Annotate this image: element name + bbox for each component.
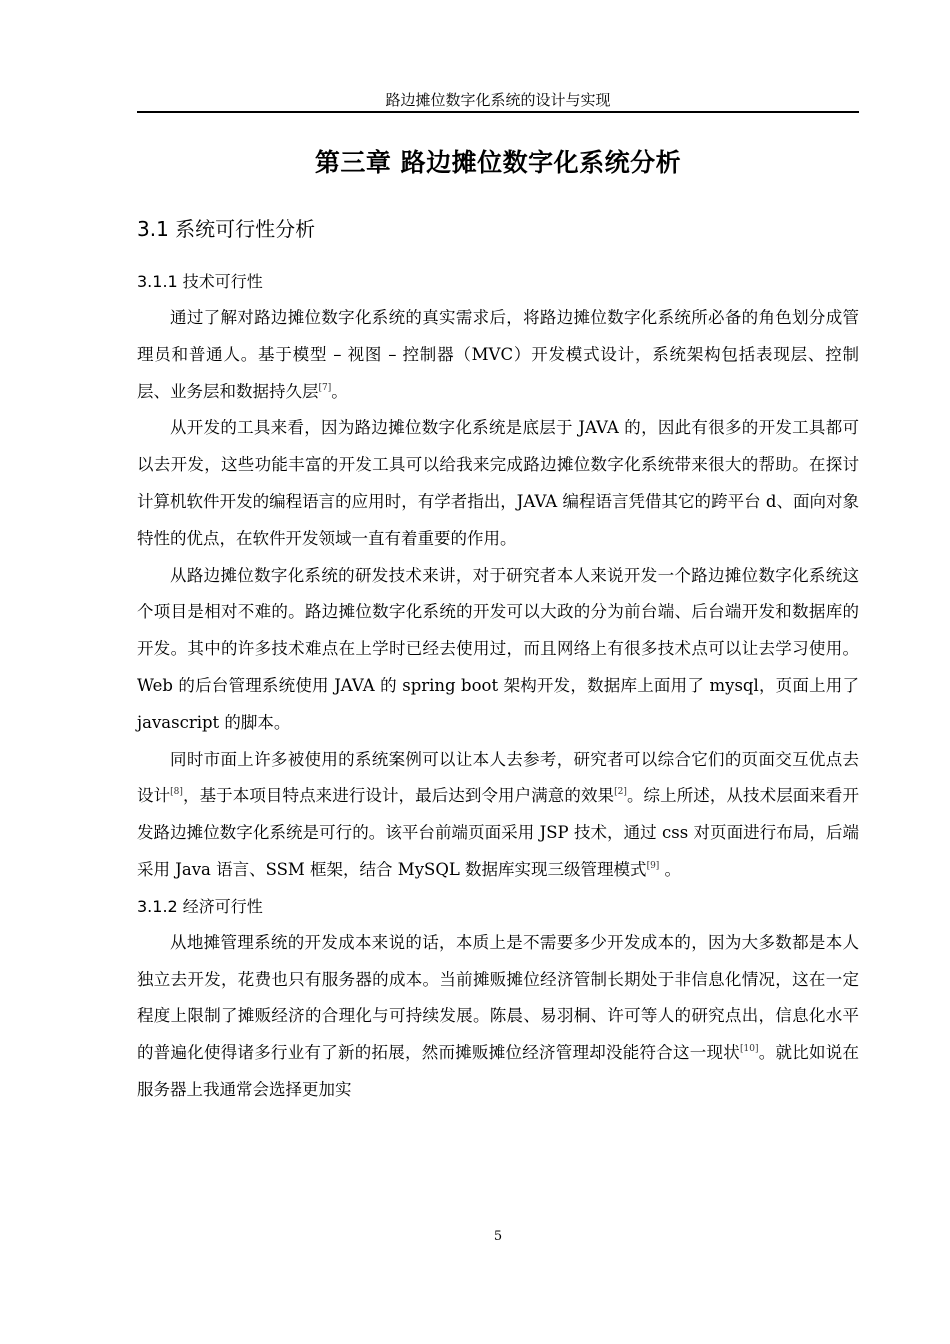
section-title: 3.1 系统可行性分析 [137,217,316,241]
paragraph [137,742,859,889]
citation-ref: [7] [318,382,332,393]
paragraph: 从路边摊位数字化系统的研发技术来讲，对于研究者本人来说开发一个路边摊位数字化系统这个项目是相对不难的。路边摊位数字化系统的开发可以大政的分为前台端、后台端开发和数据库的开发。其中的许多技术难点在上学时已经去使用过，而且网络上有很多技术点可以让去学习使用。Web 的后台管理系统使用 JAVA 的 spring boot 架构开发，数据库上面用了 mysql，页面上用了 javascript 的脚本。 [137,565,859,732]
paragraph [137,300,859,410]
citation-ref: [9] [646,860,660,871]
paragraph-text: 。 [659,859,682,879]
citation-ref: [10] [740,1044,759,1055]
running-header: 路边摊位数字化系统的设计与实现 [385,91,611,109]
paragraph-text: 同时市面上许多被使用的系统案例可以让本人去参考，研究者可以综合它们的页面交互优点去设计 [137,749,859,806]
subsection-title-technical: 3.1.1 技术可行性 [137,272,263,291]
subsection-title-economic: 3.1.2 经济可行性 [137,896,263,916]
paragraph-text: 。就比如说在服务器上我通常会选择更加实 [137,1043,860,1099]
paragraph [137,925,859,1109]
page-number: 5 [493,1229,503,1244]
page-body [137,140,859,1109]
citation-ref: [8] [170,787,183,798]
paragraph-text: 。 [331,381,348,401]
citation-ref: [2] [614,787,627,798]
paragraph: 从开发的工具来看，因为路边摊位数字化系统是底层于 JAVA 的，因此有很多的开发工具都可以去开发，这些功能丰富的开发工具可以给我来完成路边摊位数字化系统带来很大的帮助。在探讨计算机软件开发的编程语言的应用时，有学者指出，JAVA 编程语言凭借其它的跨平台 d、面向对象特性的优点，在软件开发领域一直有着重要的作用。 [137,418,859,548]
header-rule [137,111,859,113]
paragraph-text: 通过了解对路边摊位数字化系统的真实需求后，将路边摊位数字化系统所必备的角色划分成管理员和普通人。基于模型 – 视图 – 控制器（MVC）开发模式设计，系统架构包括表现层、控制层、业务层和数据持久层 [137,308,859,401]
paragraph-text: ，基于本项目特点来进行设计，最后达到令用户满意的效果 [182,786,615,806]
chapter-title: 第三章 路边摊位数字化系统分析 [314,148,682,177]
paragraph-text: 。综上所述，从技术层面来看开发路边摊位数字化系统是可行的。该平台前端页面采用 JSP 技术，通过 css 对页面进行布局，后端采用 Java 语言、SSM 框架，结合 MySQL 数据库实现三级管理模式 [137,786,860,879]
paragraph-text: 从地摊管理系统的开发成本来说的话，本质上是不需要多少开发成本的，因为大多数都是本人独立去开发，花费也只有服务器的成本。当前摊贩摊位经济管制长期处于非信息化情况，这在一定程度上限制了摊贩经济的合理化与可持续发展。陈晨、易羽桐、许可等人的研究点出，信息化水平的普遍化使得诸多行业有了新的拓展，然而摊贩摊位经济管理却没能符合这一现状 [137,932,859,1063]
